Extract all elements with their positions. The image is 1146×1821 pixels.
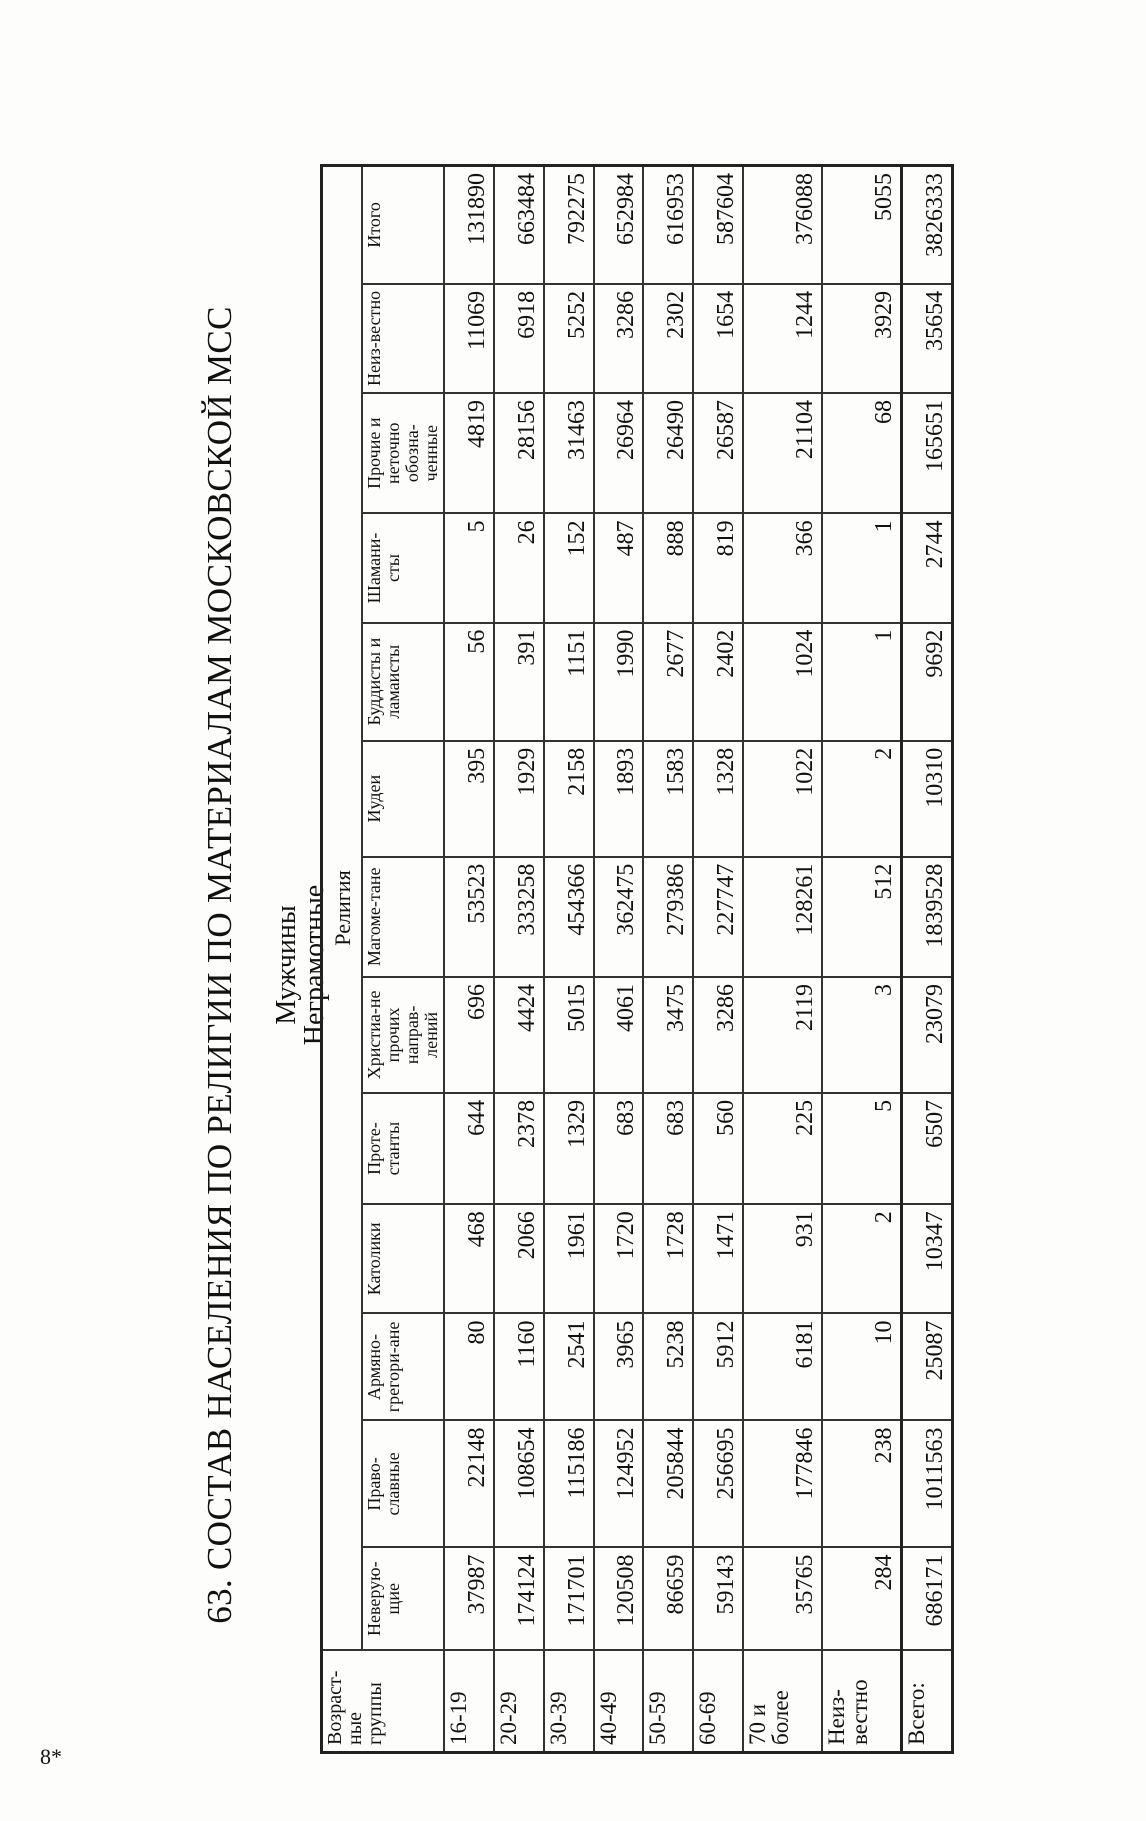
table-cell: 205844 bbox=[643, 1420, 693, 1547]
table-cell: 26490 bbox=[643, 393, 693, 513]
table-cell: 652984 bbox=[594, 166, 644, 284]
age-group-cell: Неиз-вестно bbox=[822, 1650, 901, 1753]
table-cell: 1990 bbox=[594, 623, 644, 741]
table-cell: 3286 bbox=[693, 977, 743, 1093]
col-header-armenian: Армяно-грегори-ане bbox=[362, 1313, 444, 1420]
table-cell: 165651 bbox=[901, 393, 952, 513]
table-cell: 1720 bbox=[594, 1204, 644, 1313]
table-cell: 6507 bbox=[901, 1093, 952, 1204]
table-cell: 37987 bbox=[444, 1547, 494, 1650]
table-cell: 152 bbox=[544, 513, 594, 622]
table-cell: 4424 bbox=[494, 977, 544, 1093]
table-cell: 683 bbox=[594, 1093, 644, 1204]
table-cell: 376088 bbox=[743, 166, 822, 284]
table-cell: 21104 bbox=[743, 393, 822, 513]
age-group-cell: 16-19 bbox=[444, 1650, 494, 1753]
table-cell: 395 bbox=[444, 741, 494, 857]
table-row bbox=[901, 166, 952, 1753]
table-cell: 2677 bbox=[643, 623, 693, 741]
table-cell: 487 bbox=[594, 513, 644, 622]
table-cell: 1654 bbox=[693, 284, 743, 393]
col-header-other: Прочие и неточно обозна-ченные bbox=[362, 393, 444, 513]
table-cell: 1244 bbox=[743, 284, 822, 393]
table-row bbox=[444, 166, 494, 1753]
table-cell: 5 bbox=[444, 513, 494, 622]
table-row bbox=[594, 166, 644, 1753]
table-cell: 5055 bbox=[822, 166, 901, 284]
table-cell: 512 bbox=[822, 857, 901, 977]
table-cell: 391 bbox=[494, 623, 544, 741]
table-cell: 560 bbox=[693, 1093, 743, 1204]
table-cell: 1471 bbox=[693, 1204, 743, 1313]
table-cell: 68 bbox=[822, 393, 901, 513]
table-cell: 115186 bbox=[544, 1420, 594, 1547]
col-header-orthodox: Право-славные bbox=[362, 1420, 444, 1547]
col-header-catholics: Католики bbox=[362, 1204, 444, 1313]
subtitle-illiterate: Неграмотные bbox=[299, 884, 330, 1046]
table-cell: 225 bbox=[743, 1093, 822, 1204]
table-cell: 1024 bbox=[743, 623, 822, 741]
table-cell: 22148 bbox=[444, 1420, 494, 1547]
table-cell: 2 bbox=[822, 1204, 901, 1313]
table-cell: 128261 bbox=[743, 857, 822, 977]
age-group-cell: 50-59 bbox=[643, 1650, 693, 1753]
table-cell: 333258 bbox=[494, 857, 544, 977]
table-cell: 120508 bbox=[594, 1547, 644, 1650]
table-cell: 5 bbox=[822, 1093, 901, 1204]
page-mark: 8* bbox=[40, 1744, 62, 1769]
table-cell: 1329 bbox=[544, 1093, 594, 1204]
table-cell: 4061 bbox=[594, 977, 644, 1093]
table-cell: 10 bbox=[822, 1313, 901, 1420]
table-cell: 3965 bbox=[594, 1313, 644, 1420]
age-group-header: Возраст-ные группы bbox=[322, 1650, 445, 1753]
table-cell: 1328 bbox=[693, 741, 743, 857]
table-cell: 56 bbox=[444, 623, 494, 741]
col-header-nonbelievers: Неверую-щие bbox=[362, 1547, 444, 1650]
table-cell: 1151 bbox=[544, 623, 594, 741]
table-cell: 1011563 bbox=[901, 1420, 952, 1547]
table-cell: 6181 bbox=[743, 1313, 822, 1420]
religion-table bbox=[320, 164, 954, 1754]
col-header-unknown: Неиз-вестно bbox=[362, 284, 444, 393]
table-row bbox=[643, 166, 693, 1753]
table-cell: 28156 bbox=[494, 393, 544, 513]
table-cell: 86659 bbox=[643, 1547, 693, 1650]
table-cell: 35765 bbox=[743, 1547, 822, 1650]
table-cell: 2378 bbox=[494, 1093, 544, 1204]
table-cell: 2158 bbox=[544, 741, 594, 857]
table-cell: 53523 bbox=[444, 857, 494, 977]
table-row bbox=[544, 166, 594, 1753]
table-cell: 80 bbox=[444, 1313, 494, 1420]
table-cell: 4819 bbox=[444, 393, 494, 513]
table-row bbox=[822, 166, 901, 1753]
table-cell: 644 bbox=[444, 1093, 494, 1204]
table-cell: 1583 bbox=[643, 741, 693, 857]
table-cell: 31463 bbox=[544, 393, 594, 513]
col-header-muslims: Магоме-тане bbox=[362, 857, 444, 977]
table-cell: 1728 bbox=[643, 1204, 693, 1313]
table-cell: 2119 bbox=[743, 977, 822, 1093]
table-cell: 931 bbox=[743, 1204, 822, 1313]
table-cell: 819 bbox=[693, 513, 743, 622]
col-header-shamanists: Шамани-сты bbox=[362, 513, 444, 622]
page-title: 63. СОСТАВ НАСЕЛЕНИЯ ПО РЕЛИГИИ ПО МАТЕРИАЛАМ МОСКОВСКОЙ МСС bbox=[200, 306, 239, 1624]
table-cell: 10310 bbox=[901, 741, 952, 857]
age-group-cell: 70 и более bbox=[743, 1650, 822, 1753]
table-cell: 3286 bbox=[594, 284, 644, 393]
table-cell: 1160 bbox=[494, 1313, 544, 1420]
religion-header: Религия bbox=[322, 166, 363, 1650]
age-group-cell: 20-29 bbox=[494, 1650, 544, 1753]
table-cell: 5252 bbox=[544, 284, 594, 393]
table-cell: 25087 bbox=[901, 1313, 952, 1420]
col-header-protestants: Проте-станты bbox=[362, 1093, 444, 1204]
table-cell: 587604 bbox=[693, 166, 743, 284]
col-header-jews: Иудеи bbox=[362, 741, 444, 857]
table-cell: 1893 bbox=[594, 741, 644, 857]
rotated-content bbox=[200, 120, 1130, 1810]
table-row bbox=[693, 166, 743, 1753]
table-cell: 124952 bbox=[594, 1420, 644, 1547]
subtitle-men: Мужчины bbox=[271, 905, 302, 1025]
age-group-cell: 40-49 bbox=[594, 1650, 644, 1753]
table-cell: 5912 bbox=[693, 1313, 743, 1420]
table-cell: 177846 bbox=[743, 1420, 822, 1547]
table-cell: 686171 bbox=[901, 1547, 952, 1650]
table-cell: 1022 bbox=[743, 741, 822, 857]
table-cell: 792275 bbox=[544, 166, 594, 284]
age-group-cell: 30-39 bbox=[544, 1650, 594, 1753]
table-cell: 616953 bbox=[643, 166, 693, 284]
table-cell: 888 bbox=[643, 513, 693, 622]
table-cell: 2541 bbox=[544, 1313, 594, 1420]
table-cell: 11069 bbox=[444, 284, 494, 393]
table-cell: 454366 bbox=[544, 857, 594, 977]
table-cell: 9692 bbox=[901, 623, 952, 741]
table-cell: 26964 bbox=[594, 393, 644, 513]
table-cell: 238 bbox=[822, 1420, 901, 1547]
table-cell: 26 bbox=[494, 513, 544, 622]
table-cell: 59143 bbox=[693, 1547, 743, 1650]
table-cell: 3475 bbox=[643, 977, 693, 1093]
table-cell: 23079 bbox=[901, 977, 952, 1093]
table-cell: 3826333 bbox=[901, 166, 952, 284]
table-cell: 10347 bbox=[901, 1204, 952, 1313]
table-cell: 468 bbox=[444, 1204, 494, 1313]
table-cell: 2744 bbox=[901, 513, 952, 622]
table-cell: 279386 bbox=[643, 857, 693, 977]
table-row bbox=[494, 166, 544, 1753]
col-header-total: Итого bbox=[362, 166, 444, 284]
table-row bbox=[743, 166, 822, 1753]
table-cell: 2066 bbox=[494, 1204, 544, 1313]
table-cell: 5015 bbox=[544, 977, 594, 1093]
table-cell: 5238 bbox=[643, 1313, 693, 1420]
table-cell: 1929 bbox=[494, 741, 544, 857]
table-cell: 1 bbox=[822, 513, 901, 622]
table-cell: 1961 bbox=[544, 1204, 594, 1313]
table-cell: 171701 bbox=[544, 1547, 594, 1650]
table-body bbox=[444, 166, 953, 1753]
col-header-buddhists: Буддисты и ламаисты bbox=[362, 623, 444, 741]
table-cell: 3 bbox=[822, 977, 901, 1093]
table-cell: 683 bbox=[643, 1093, 693, 1204]
column-header-row bbox=[362, 166, 444, 1753]
table-cell: 1 bbox=[822, 623, 901, 741]
table-cell: 26587 bbox=[693, 393, 743, 513]
col-header-other-christians: Христиа-не прочих направ-лений bbox=[362, 977, 444, 1093]
table-cell: 108654 bbox=[494, 1420, 544, 1547]
table-cell: 2302 bbox=[643, 284, 693, 393]
table-cell: 174124 bbox=[494, 1547, 544, 1650]
table-cell: 2 bbox=[822, 741, 901, 857]
table-cell: 256695 bbox=[693, 1420, 743, 1547]
age-group-cell: 60-69 bbox=[693, 1650, 743, 1753]
table-cell: 284 bbox=[822, 1547, 901, 1650]
table-cell: 366 bbox=[743, 513, 822, 622]
table-cell: 131890 bbox=[444, 166, 494, 284]
table-cell: 1839528 bbox=[901, 857, 952, 977]
table-cell: 696 bbox=[444, 977, 494, 1093]
table-cell: 362475 bbox=[594, 857, 644, 977]
table-cell: 35654 bbox=[901, 284, 952, 393]
table-cell: 6918 bbox=[494, 284, 544, 393]
table-cell: 227747 bbox=[693, 857, 743, 977]
age-group-cell: Всего: bbox=[901, 1650, 952, 1753]
table-cell: 2402 bbox=[693, 623, 743, 741]
table-cell: 663484 bbox=[494, 166, 544, 284]
table-cell: 3929 bbox=[822, 284, 901, 393]
